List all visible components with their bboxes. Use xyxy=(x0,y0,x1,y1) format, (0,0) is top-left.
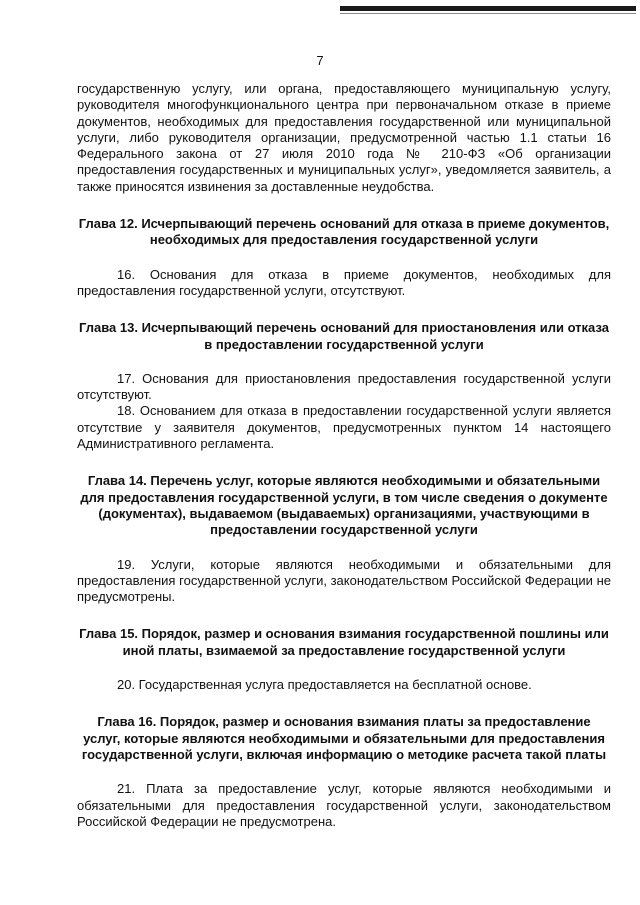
clause-18: 18. Основанием для отказа в предоставлении государственной услуги является отсутствие у заявителя документов, предусмотренных пунктом 14 настоящего Административного регламента. xyxy=(77,403,611,452)
chapter-14-heading: Глава 14. Перечень услуг, которые являются необходимыми и обязательными для предоставления государственной услуги, в том числе сведения о документе (документах), выдаваемом (выдаваемых) организациями, участвующими в предоставлении государственной услуги xyxy=(80,473,608,538)
clause-17: 17. Основания для приостановления предоставления государственной услуги отсутствуют. xyxy=(77,370,611,403)
clause-20: 20. Государственная услуга предоставляется на бесплатной основе. xyxy=(117,677,532,693)
clause-19: 19. Услуги, которые являются необходимыми и обязательными для предоставления государственной услуги, законодательством Российской Федерации не предусмотрены. xyxy=(77,556,611,605)
clause-16: 16. Основания для отказа в приеме документов, необходимых для предоставления государственной услуги, отсутствуют. xyxy=(77,266,611,298)
chapter-16-heading: Глава 16. Порядок, размер и основания взимания платы за предоставление услуг, которые являются необходимыми и обязательными для предоставления государственной услуги, включая информацию о методике расчета такой платы xyxy=(81,714,607,762)
scan-edge-line xyxy=(340,13,636,14)
intro-paragraph: государственную услугу, или органа, предоставляющего муниципальную услугу, руководителя многофункционального центра при первоначальном отказе в приеме документов, необходимых для предоставления государственной или муниципальной услуги, либо руководителя организации, предусмотренной частью 1.1 статьи 16 Федерального закона от 27 июля 2010 года № 210-ФЗ «Об организации предоставления государственных и муниципальных услуг», уведомляется заявитель, а также приносятся извинения за доставленные неудобства. xyxy=(77,81,611,194)
chapter-15-heading: Глава 15. Порядок, размер и основания взимания государственной пошлины или иной платы, взимаемой за предоставление государственной услуги xyxy=(79,626,609,658)
chapter-13-heading: Глава 13. Исчерпывающий перечень оснований для приостановления или отказа в предоставлении государственной услуги xyxy=(79,320,609,352)
clause-21: 21. Плата за предоставление услуг, которые являются необходимыми и обязательными для предоставления государственной услуги, законодательством Российской Федерации не предусмотрена. xyxy=(77,781,611,829)
document-body xyxy=(77,81,611,830)
page-number: 7 xyxy=(316,53,324,68)
scan-edge-bar xyxy=(340,6,636,11)
chapter-12-heading: Глава 12. Исчерпывающий перечень оснований для отказа в приеме документов, необходимых для предоставления государственной услуги xyxy=(78,216,610,248)
